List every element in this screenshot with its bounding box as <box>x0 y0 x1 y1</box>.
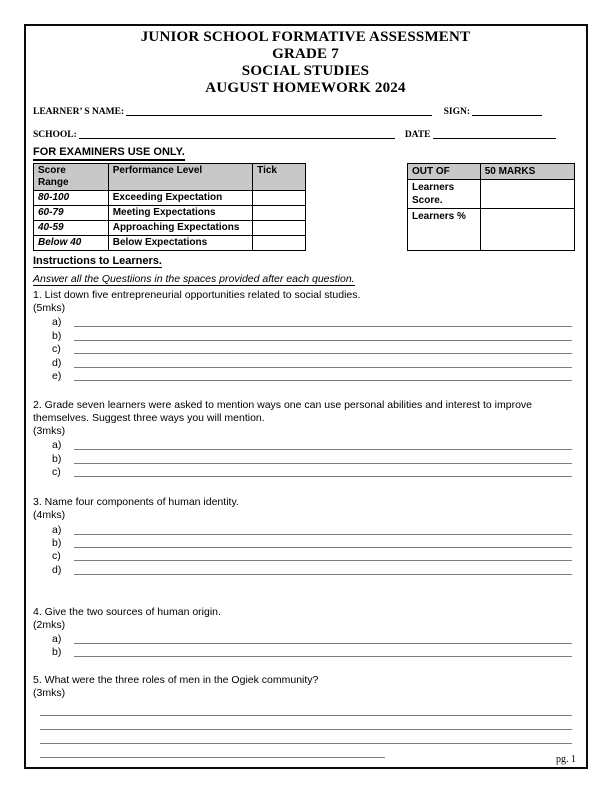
answer-letter: a) <box>52 633 62 646</box>
answer-blank[interactable] <box>74 468 572 477</box>
question-marks: (3mks) <box>33 424 66 437</box>
answer-list <box>33 439 578 479</box>
answer-letter: a) <box>52 439 62 452</box>
answer-list <box>33 633 578 660</box>
marks-table <box>407 163 575 251</box>
score-table-row <box>34 191 306 206</box>
answer-letter: e) <box>52 369 62 382</box>
performance-level-value: Meeting Expectations <box>108 206 252 221</box>
answer-blank[interactable] <box>74 566 572 575</box>
learner-name-row <box>33 104 578 117</box>
answer-line <box>52 537 572 550</box>
score-table-header-row <box>34 164 306 191</box>
answer-letter: d) <box>52 356 62 369</box>
answer-letter: c) <box>52 550 61 563</box>
question-4 <box>33 606 578 660</box>
examiner-tables <box>33 163 578 251</box>
answer-line <box>52 452 572 465</box>
answer-blank[interactable] <box>74 318 572 327</box>
question-marks: (4mks) <box>33 509 66 522</box>
answer-blank[interactable] <box>74 345 572 354</box>
page-title: JUNIOR SCHOOL FORMATIVE ASSESSMENT <box>140 29 471 45</box>
page-number: pg. 1 <box>556 754 576 765</box>
instructions-note: Answer all the Questiions in the spaces provided after each question. <box>33 273 355 285</box>
answer-line <box>52 370 572 383</box>
score-range-value: 40-59 <box>34 221 109 236</box>
marks-table-row <box>408 180 575 209</box>
tick-cell[interactable] <box>253 191 306 206</box>
page-border-frame <box>24 24 588 769</box>
school-label: SCHOOL: <box>33 130 77 140</box>
answer-list <box>33 316 578 383</box>
date-label: DATE <box>404 130 431 140</box>
question-1 <box>33 289 578 383</box>
performance-level-header: Performance Level <box>108 164 252 191</box>
fifty-marks-header: 50 MARKS <box>480 164 574 180</box>
question-5 <box>33 674 578 758</box>
answer-line <box>52 550 572 563</box>
tick-cell[interactable] <box>253 206 306 221</box>
score-table-row <box>34 206 306 221</box>
answer-blank[interactable] <box>74 372 572 381</box>
answer-letter: b) <box>52 646 62 659</box>
learners-percent-label: Learners % <box>408 209 481 251</box>
answer-blank[interactable] <box>74 441 572 450</box>
answer-blank[interactable] <box>74 552 572 561</box>
question-text: 3. Name four components of human identity. <box>33 496 239 509</box>
school-date-row <box>33 127 578 140</box>
answer-letter: a) <box>52 523 62 536</box>
out-of-header: OUT OF <box>408 164 481 180</box>
title-subject: SOCIAL STUDIES <box>241 63 370 79</box>
question-2 <box>33 399 578 479</box>
score-range-table <box>33 163 306 251</box>
answer-letter: d) <box>52 563 62 576</box>
learner-name-label: LEARNER’ S NAME: <box>33 107 125 117</box>
answer-line <box>52 439 572 452</box>
answer-line <box>52 633 572 646</box>
answer-blank[interactable] <box>74 648 572 657</box>
learners-score-label: Learners Score. <box>408 180 481 209</box>
performance-level-value: Exceeding Expectation <box>108 191 252 206</box>
score-range-value: 80-100 <box>34 191 109 206</box>
answer-letter: c) <box>52 466 61 479</box>
answer-line <box>52 466 572 479</box>
answer-line <box>52 329 572 342</box>
title-exam-name: AUGUST HOMEWORK 2024 <box>205 80 406 96</box>
answer-list <box>33 702 578 758</box>
title-block <box>33 29 578 97</box>
answer-blank[interactable] <box>74 539 572 548</box>
answer-blank[interactable] <box>74 332 572 341</box>
performance-level-value: Below Expectations <box>108 236 252 251</box>
learners-score-blank[interactable] <box>480 180 574 209</box>
answer-line <box>52 563 572 576</box>
instructions-heading: Instructions to Learners. <box>33 255 162 267</box>
learner-name-blank[interactable] <box>126 106 431 116</box>
answer-line <box>52 523 572 536</box>
score-range-value: Below 40 <box>34 236 109 251</box>
question-text: 1. List down five entrepreneurial opportunities related to social studies. <box>33 289 361 301</box>
tick-header: Tick <box>253 164 306 191</box>
sign-label: SIGN: <box>443 107 470 117</box>
answer-line <box>52 316 572 329</box>
answer-letter: b) <box>52 329 62 342</box>
answer-line <box>52 646 572 659</box>
answer-blank[interactable] <box>40 744 385 758</box>
question-text: 4. Give the two sources of human origin. <box>33 605 221 618</box>
date-blank[interactable] <box>433 129 556 139</box>
answer-line <box>52 356 572 369</box>
tick-cell[interactable] <box>253 236 306 251</box>
sign-blank[interactable] <box>472 106 542 116</box>
score-table-row <box>34 221 306 236</box>
title-grade: GRADE 7 <box>272 46 339 62</box>
question-marks: (3mks) <box>33 687 66 700</box>
question-text: 2. Grade seven learners were asked to mention ways one can use personal abilities and interest to improve themselves. Suggest three ways you will mention. <box>33 398 533 424</box>
question-text: 5. What were the three roles of men in the Ogiek community? <box>33 674 319 687</box>
answer-blank[interactable] <box>74 526 572 535</box>
question-3 <box>33 496 578 577</box>
answer-letter: c) <box>52 343 61 356</box>
answer-letter: a) <box>52 316 62 329</box>
marks-table-header-row <box>408 164 575 180</box>
tick-cell[interactable] <box>253 221 306 236</box>
answer-blank[interactable] <box>40 730 572 744</box>
answer-blank[interactable] <box>40 716 572 730</box>
answer-blank[interactable] <box>74 455 572 464</box>
score-range-value: 60-79 <box>34 206 109 221</box>
answer-blank[interactable] <box>74 635 572 644</box>
score-range-header: Score Range <box>34 164 109 191</box>
examiners-heading: FOR EXAMINERS USE ONLY. <box>33 146 185 161</box>
answer-blank[interactable] <box>40 702 572 716</box>
learners-percent-blank[interactable] <box>480 209 574 251</box>
answer-list <box>33 523 578 577</box>
question-marks: (2mks) <box>33 618 66 631</box>
answer-letter: b) <box>52 536 62 549</box>
answer-line <box>52 343 572 356</box>
answer-letter: b) <box>52 452 62 465</box>
score-table-row <box>34 236 306 251</box>
school-blank[interactable] <box>79 129 395 139</box>
answer-blank[interactable] <box>74 359 572 368</box>
performance-level-value: Approaching Expectations <box>108 221 252 236</box>
question-marks: (5mks) <box>33 302 66 314</box>
marks-table-row <box>408 209 575 251</box>
